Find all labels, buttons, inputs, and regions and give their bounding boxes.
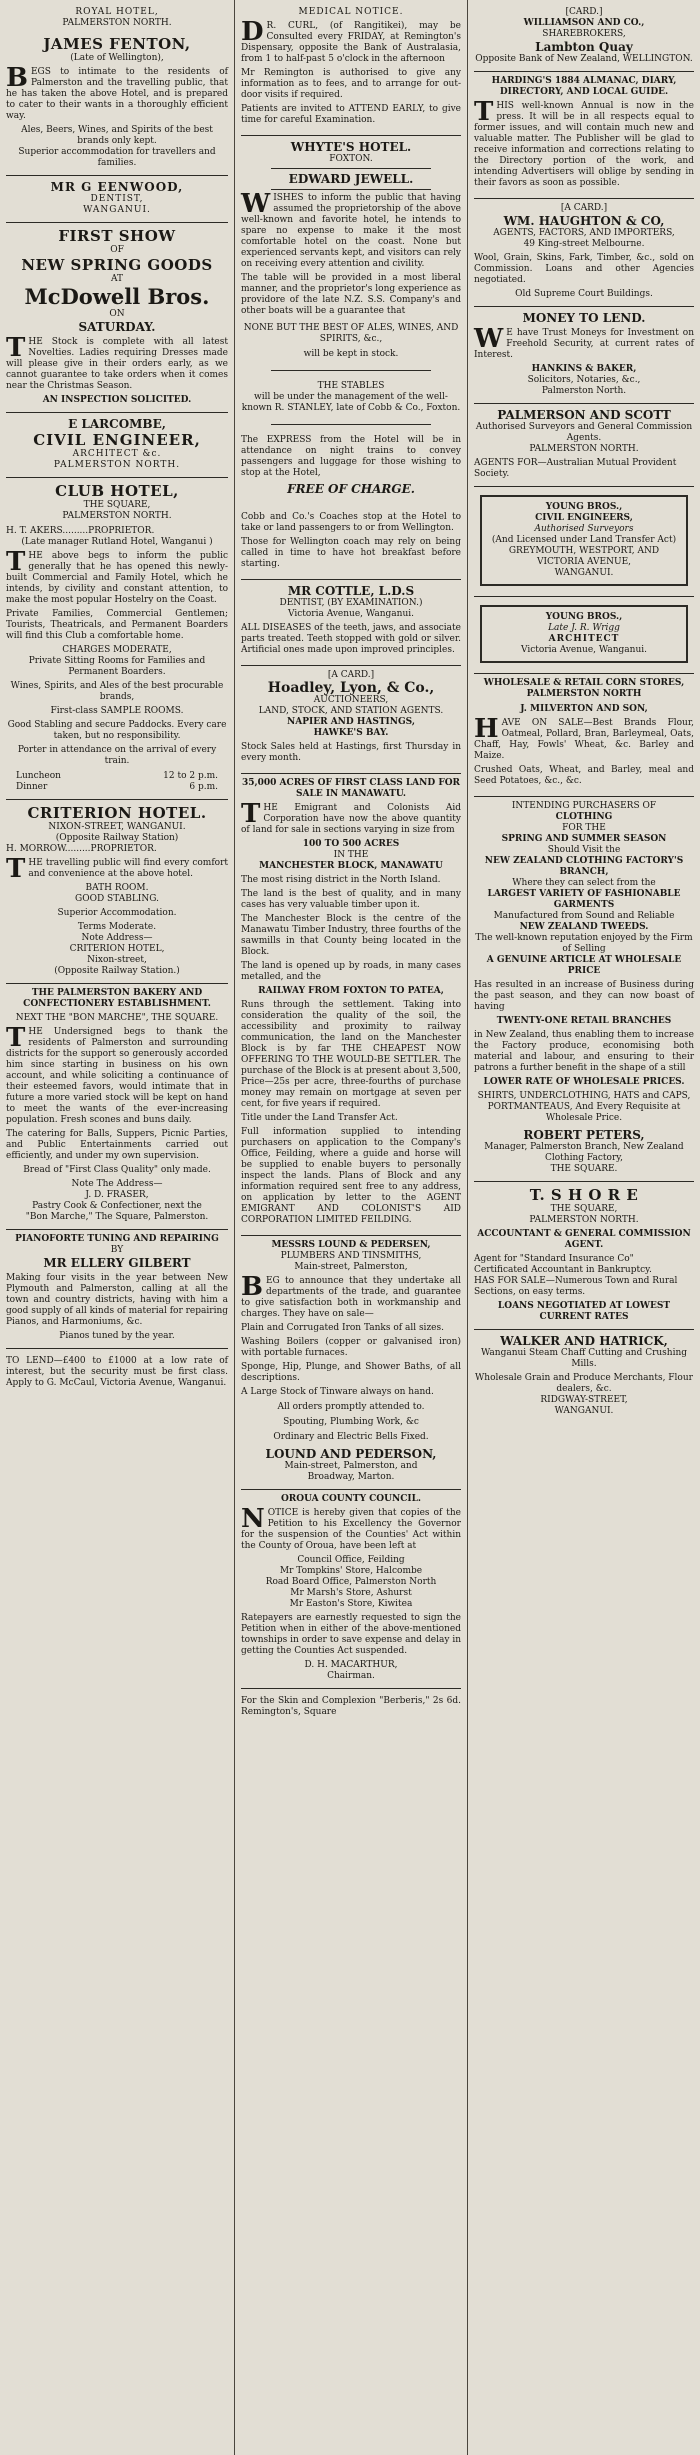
manawatu-in: IN THE bbox=[333, 850, 369, 860]
palmerston-scott-l1: Authorised Surveyors and General Commission Agents. bbox=[475, 422, 693, 443]
whyte-title: WHYTE'S HOTEL. bbox=[290, 140, 412, 154]
clothing-l7: LARGEST VARIETY OF FASHIONABLE GARMENTS bbox=[487, 889, 681, 910]
clothing-l5: Should Visit the bbox=[547, 845, 621, 855]
manawatu-body2: The most rising district in the North Island. bbox=[241, 875, 441, 885]
whyte-cobb: Cobb and Co.'s Coaches stop at the Hotel to take or land passengers to or from Wellington. bbox=[241, 512, 461, 533]
ad-young-2 bbox=[474, 597, 694, 674]
clothing-l8: Manufactured from Sound and Reliable bbox=[493, 911, 675, 921]
ad-hoadley bbox=[241, 666, 461, 774]
ad-royal-hotel bbox=[6, 3, 228, 176]
oroua-sig: D. H. MACARTHUR, bbox=[304, 1660, 398, 1670]
manawatu-acres: 100 TO 500 ACRES bbox=[302, 839, 400, 849]
ad-shore bbox=[474, 1182, 694, 1330]
ad-cottle bbox=[241, 580, 461, 666]
royal-hotel-body2: Ales, Beers, Wines, and Spirits of the best brands only kept. bbox=[21, 125, 213, 146]
hoadley-name: Hoadley, Lyon, & Co., bbox=[267, 680, 435, 696]
royal-hotel-proprietor: JAMES FENTON, bbox=[43, 35, 191, 53]
walker-name: WALKER AND HATRICK, bbox=[500, 1334, 668, 1348]
club-hotel-l2: PALMERSTON NORTH. bbox=[62, 511, 172, 521]
bakery-addr2: "Bon Marche," The Square, Palmerston. bbox=[25, 1212, 209, 1222]
criterion-addr4: (Opposite Railway Station.) bbox=[54, 966, 180, 976]
young1-l4: WANGANUI. bbox=[554, 568, 614, 578]
ad-piano bbox=[6, 1230, 228, 1349]
criterion-title: CRITERION HOTEL. bbox=[27, 804, 207, 822]
clothing-body2: in New Zealand, thus enabling them to increase the Factory produce, economising both material and labour, and ensuring to their patrons a further benefit in the shape of a still bbox=[474, 1030, 694, 1073]
harding-title: HARDING'S 1884 ALMANAC, DIARY, DIRECTORY, AND LOCAL GUIDE. bbox=[491, 76, 677, 97]
club-hotel-porter: Porter in attendance on the arrival of every train. bbox=[17, 745, 217, 766]
bakery-name: J. D. FRASER, bbox=[85, 1190, 149, 1200]
shore-l1: THE SQUARE, bbox=[550, 1204, 618, 1214]
walker-l2: Wholesale Grain and Produce Merchants, Flour dealers, &c. bbox=[475, 1373, 693, 1394]
young2-title: ARCHITECT bbox=[548, 634, 620, 644]
manawatu-dropcap: T bbox=[241, 799, 261, 829]
club-hotel-l1: THE SQUARE, bbox=[83, 500, 151, 510]
bakery-bread: Bread of "First Class Quality" only made. bbox=[23, 1165, 211, 1175]
larcombe-l2: ARCHITECT &c. bbox=[72, 449, 162, 459]
mcdowell-l4: AT bbox=[110, 274, 123, 284]
ad-harding bbox=[474, 72, 694, 199]
criterion-terms: Terms Moderate. bbox=[77, 922, 157, 932]
ad-young-1 bbox=[474, 487, 694, 597]
mcdowell-l5: ON bbox=[109, 309, 125, 319]
williamson-title: SHAREBROKERS, bbox=[542, 29, 626, 39]
ad-wholesale bbox=[474, 674, 694, 797]
lound-body: EG to announce that they undertake all departments of the trade, and guarantee to give satisfaction both in workmanship and charges. They have on sale— bbox=[241, 1276, 461, 1319]
ad-lound bbox=[241, 1236, 461, 1490]
royal-hotel-body3: Superior accommodation for travellers and families. bbox=[18, 147, 216, 168]
wholesale-place: PALMERSTON NORTH bbox=[526, 689, 642, 699]
ad-palmerston-scott bbox=[474, 404, 694, 487]
money-place: Palmerston North. bbox=[541, 386, 627, 396]
bakery-addr1: Pastry Cook & Confectioner, next the bbox=[32, 1201, 202, 1211]
whyte-free: FREE OF CHARGE. bbox=[287, 482, 415, 496]
palmerston-scott-l2: PALMERSTON NORTH. bbox=[529, 444, 639, 454]
berberis-body: For the Skin and Complexion "Berberis," 2s 6d. Remington's, Square bbox=[241, 1696, 461, 1717]
oroua-chair: Chairman. bbox=[327, 1671, 375, 1681]
clothing-name: NEW ZEALAND CLOTHING FACTORY'S BRANCH, bbox=[484, 856, 684, 877]
wholesale-name: J. MILVERTON AND SON, bbox=[520, 704, 648, 714]
young2-addr: Victoria Avenue, Wanganui. bbox=[521, 645, 647, 655]
oroua-body2: Ratepayers are earnestly requested to sign the Petition when in either of the above-mentioned townships in order to save expense and delay in getting the Counties Act suspended. bbox=[241, 1613, 461, 1656]
shore-l3: ACCOUNTANT & GENERAL COMMISSION AGENT. bbox=[477, 1229, 691, 1250]
whyte-body: ISHES to inform the public that having assumed the proprietorship of the above well-known and favorite hotel, he intends to spare no expense to make it the most comfortable hotel on the coast. None but experienced servants kept, and visitors can rely on receiving every attention and civility. bbox=[241, 193, 461, 269]
club-hotel-wines: Wines, Spirits, and Ales of the best procurable brands, bbox=[10, 681, 224, 702]
shore-l2: PALMERSTON NORTH. bbox=[529, 1215, 639, 1225]
piano-by: BY bbox=[110, 1245, 124, 1255]
ad-berberis bbox=[241, 1689, 461, 1727]
piano-name: MR ELLERY GILBERT bbox=[43, 1256, 191, 1270]
williamson-name: WILLIAMSON AND CO., bbox=[523, 18, 645, 28]
lound-orders: All orders promptly attended to. bbox=[277, 1402, 425, 1412]
lound-bells: Ordinary and Electric Bells Fixed. bbox=[273, 1432, 429, 1442]
mcdowell-footer: AN INSPECTION SOLICITED. bbox=[42, 395, 192, 405]
luncheon-label: Luncheon bbox=[16, 771, 61, 781]
haughton-body: Wool, Grain, Skins, Fark, Timber, &c., sold on Commission. Loans and other Agencies negotiated. bbox=[474, 253, 694, 285]
manawatu-body5: The land is opened up by roads, in many cases metalled, and the bbox=[241, 961, 461, 982]
whyte-stables: will be under the management of the well-known R. STANLEY, late of Cobb & Co., Foxton. bbox=[241, 392, 461, 413]
hoadley-body: Stock Sales held at Hastings, first Thursday in every month. bbox=[241, 742, 461, 763]
lound-title: MESSRS LOUND & PEDERSEN, bbox=[271, 1240, 431, 1250]
royal-hotel-late: (Late of Wellington), bbox=[70, 53, 164, 63]
piano-title: PIANOFORTE TUNING AND REPAIRING bbox=[15, 1234, 219, 1244]
oroua-title: OROUA COUNTY COUNCIL. bbox=[280, 1494, 422, 1504]
haughton-old: Old Supreme Court Buildings. bbox=[515, 289, 653, 299]
piano-footer: Pianos tuned by the year. bbox=[59, 1331, 175, 1341]
shore-l5: Certificated Accountant in Bankruptcy. bbox=[474, 1265, 652, 1275]
mcdowell-dropcap: T bbox=[6, 333, 26, 363]
haughton-name: WM. HAUGHTON & CO, bbox=[503, 214, 665, 228]
medical-body3: Patients are invited to ATTEND EARLY, to give time for careful Examination. bbox=[241, 104, 461, 125]
shore-l6: HAS FOR SALE—Numerous Town and Rural Sections, on easy terms. bbox=[474, 1276, 678, 1297]
harding-dropcap: T bbox=[474, 97, 494, 127]
young1-l1: (And Licensed under Land Transfer Act) bbox=[491, 535, 677, 545]
ad-williamson bbox=[474, 3, 694, 72]
oroua-l1: Council Office, Feilding bbox=[297, 1555, 405, 1565]
greenwood-name: MR G EENWOOD, bbox=[50, 180, 184, 194]
young1-title: CIVIL ENGINEERS, bbox=[535, 513, 633, 523]
greenwood-title: DENTIST, bbox=[90, 194, 144, 204]
ad-mcdowell bbox=[6, 223, 228, 413]
club-hotel-prop: H. T. AKERS.........PROPRIETOR. bbox=[6, 526, 155, 536]
piano-body: Making four visits in the year between New Plymouth and Palmerston, calling at all the town and country districts, having with him a good supply of all kinds of material for repairing Pianos, and Harmoniums, &c. bbox=[6, 1273, 228, 1327]
whyte-express: The EXPRESS from the Hotel will be in attendance on night trains to convey passengers and luggage for those wishing to stop at the Hotel, bbox=[241, 435, 461, 478]
cottle-title: DENTIST, (BY EXAMINATION.) bbox=[279, 598, 423, 608]
manawatu-title: 35,000 ACRES OF FIRST CLASS LAND FOR SALE IN MANAWATU. bbox=[241, 778, 461, 799]
column-1 bbox=[0, 0, 234, 2455]
medical-body: R. CURL, (of Rangitikei), may be Consulted every FRIDAY, at Remington's Dispensary, opposite the Bank of Australasia, from 1 to half-past 5 o'clock in the afternoon bbox=[241, 21, 461, 64]
clothing-l2: CLOTHING bbox=[555, 812, 613, 822]
lound-sub: PLUMBERS AND TINSMITHS, bbox=[280, 1251, 422, 1261]
lound-dropcap: B bbox=[241, 1272, 263, 1302]
manawatu-body: HE Emigrant and Colonists Aid Corporation have now the above quantity of land for sale in sections varying in size from bbox=[241, 803, 461, 835]
whyte-place: FOXTON. bbox=[329, 154, 373, 164]
hoadley-place: NAPIER AND HASTINGS, bbox=[287, 717, 415, 727]
mcdowell-body: HE Stock is complete with all latest Novelties. Ladies requiring Dresses made will please give in their orders early, as we cannot guarantee to take orders when it comes near the Christmas Season. bbox=[6, 337, 228, 391]
club-hotel-sample: First-class SAMPLE ROOMS. bbox=[50, 706, 184, 716]
young1-l2: GREYMOUTH, WESTPORT, AND bbox=[508, 546, 660, 556]
lound-item2: Washing Boilers (copper or galvanised iron) with portable furnaces. bbox=[241, 1337, 461, 1358]
club-hotel-late: (Late manager Rutland Hotel, Wanganui ) bbox=[21, 537, 213, 547]
ad-haughton bbox=[474, 199, 694, 307]
clothing-sig: ROBERT PETERS, bbox=[523, 1128, 645, 1142]
money-name: HANKINS & BAKER, bbox=[531, 364, 637, 374]
criterion-bath: BATH ROOM. bbox=[85, 883, 149, 893]
club-hotel-sitting: Private Sitting Rooms for Families and Permanent Boarders. bbox=[28, 656, 206, 677]
lound-addr2: Broadway, Marton. bbox=[307, 1472, 395, 1482]
mcdowell-l1: FIRST SHOW bbox=[58, 227, 176, 245]
club-hotel-body2: Private Families, Commercial Gentlemen; Tourists, Theatricals, and Permanent Boarders will find this Club a comfortable home. bbox=[6, 609, 228, 641]
bakery-next: NEXT THE "BON MARCHE", THE SQUARE. bbox=[15, 1013, 219, 1023]
oroua-l4: Mr Marsh's Store, Ashurst bbox=[290, 1588, 412, 1598]
larcombe-name: E LARCOMBE, bbox=[68, 417, 166, 431]
young2-sub: Late J. R. Wrigg bbox=[548, 623, 620, 633]
harding-body: HIS well-known Annual is now in the press. It will be in all respects equal to former issues, and will contain much new and valuable matter. The Publisher will be glad to receive information and corrections relating to the Directory portion of the work, and intending Advertisers will oblige by sending in their favors as soon as possible. bbox=[474, 101, 694, 188]
whyte-dropcap: W bbox=[241, 189, 271, 219]
oroua-dropcap: N bbox=[241, 1504, 265, 1534]
young2-name: YOUNG BROS., bbox=[545, 612, 623, 622]
dinner-label: Dinner bbox=[16, 782, 48, 792]
royal-hotel-title: ROYAL HOTEL, bbox=[75, 7, 159, 17]
mcdowell-l3: NEW SPRING GOODS bbox=[21, 256, 213, 274]
royal-hotel-body: EGS to intimate to the residents of Palmerston and the travelling public, that he has taken the above Hotel, and is prepared to cater to their wants in a thoroughly efficient way. bbox=[6, 67, 228, 121]
whyte-those: Those for Wellington coach may rely on being called in time to have hot breakfast before starting. bbox=[241, 537, 461, 569]
young1-name: YOUNG BROS., bbox=[545, 502, 623, 512]
lound-name: LOUND AND PEDERSON, bbox=[265, 1447, 437, 1461]
club-hotel-body: HE above begs to inform the public generally that he has opened this newly-built Commercial and Family Hotel, which he intends, by civility and constant attention, to make the most popular Hostelry on the Coast. bbox=[6, 551, 228, 605]
column-2 bbox=[234, 0, 467, 2455]
criterion-superior: Superior Accommodation. bbox=[57, 908, 177, 918]
ad-club-hotel bbox=[6, 478, 228, 800]
young2-box bbox=[480, 605, 688, 663]
shore-l7: LOANS NEGOTIATED AT LOWEST CURRENT RATES bbox=[497, 1301, 671, 1322]
young1-l3: VICTORIA AVENUE, bbox=[536, 557, 632, 567]
criterion-body: HE travelling public will find every comfort and convenience at the above hotel. bbox=[28, 858, 228, 879]
williamson-place: Lambton Quay bbox=[535, 40, 633, 54]
bakery-note: Note The Address— bbox=[71, 1179, 163, 1189]
manawatu-body3: The land is the best of quality, and in many cases has very valuable timber upon it. bbox=[241, 889, 461, 910]
palmerston-scott-l3: AGENTS FOR—Australian Mutual Provident Society. bbox=[474, 458, 677, 479]
ad-money bbox=[474, 307, 694, 404]
clothing-l1: INTENDING PURCHASERS OF bbox=[511, 801, 657, 811]
oroua-l2: Mr Tompkins' Store, Halcombe bbox=[279, 1566, 423, 1576]
hoadley-card: [A CARD.] bbox=[327, 670, 375, 680]
ad-larcombe bbox=[6, 413, 228, 478]
manawatu-body6: Runs through the settlement. Taking into consideration the quality of the soil, the accessibility and proximity to railway communication, the land on the Manchester Block is by far THE CHEAPEST NOW OFFERING TO THE WOULD-BE SETTLER. The purchase of the Block is at present about 3,500, Price—25s per acre, three-fourths of purchase money may remain on mortgage at seven per cent, for five years if required. bbox=[241, 1000, 461, 1109]
manawatu-body7: Title under the Land Transfer Act. bbox=[241, 1113, 398, 1123]
wholesale-body: AVE ON SALE—Best Brands Flour, Oatmeal, Pollard, Bran, Barleymeal, Oats, Chaff, Hay, Fowls' Wheat, &c. Barley and Maize. bbox=[474, 718, 694, 761]
criterion-dropcap: T bbox=[6, 854, 26, 884]
ad-greenwood bbox=[6, 176, 228, 223]
cottle-body: ALL DISEASES of the teeth, jaws, and associate parts treated. Teeth stopped with gold or silver. Artificial ones made upon improved principles. bbox=[241, 623, 461, 655]
money-dropcap: W bbox=[474, 324, 504, 354]
clothing-sig3: THE SQUARE. bbox=[550, 1164, 618, 1174]
clothing-l13: LOWER RATE OF WHOLESALE PRICES. bbox=[483, 1077, 685, 1087]
young1-sub: Authorised Surveyors bbox=[534, 524, 634, 534]
clothing-l4: SPRING AND SUMMER SEASON bbox=[501, 834, 667, 844]
clothing-l14: SHIRTS, UNDERCLOTHING, HATS and CAPS, PORTMANTEAUS, And Every Requisite at Wholesale Price. bbox=[477, 1091, 691, 1123]
lound-spouting: Spouting, Plumbing Work, &c bbox=[283, 1417, 419, 1427]
money-sub: Solicitors, Notaries, &c., bbox=[527, 375, 641, 385]
hoadley-sub: LAND, STOCK, AND STATION AGENTS. bbox=[258, 706, 444, 716]
walker-l4: WANGANUI. bbox=[554, 1406, 614, 1416]
williamson-addr: Opposite Bank of New Zealand, WELLINGTON. bbox=[475, 54, 693, 64]
club-hotel-title: CLUB HOTEL, bbox=[55, 482, 179, 500]
club-hotel-stabling: Good Stabling and secure Paddocks. Every care taken, but no responsibility. bbox=[7, 720, 227, 741]
manawatu-body8: Full information supplied to intending purchasers on application to the Company's Office, Feilding, where a guide and horse will be supplied to enable buyers to personally inspect the lands. Plans of Block and any information required sent free to any address, on application by letter to the AGENT EMIGRANT AND COLONIST'S AID CORPORATION LIMITED FEILDING. bbox=[241, 1127, 461, 1225]
walker-l3: RIDGWAY-STREET, bbox=[540, 1395, 628, 1405]
criterion-addr3: Nixon-street, bbox=[87, 955, 147, 965]
wholesale-dropcap: H bbox=[474, 714, 499, 744]
oroua-l3: Road Board Office, Palmerston North bbox=[265, 1577, 437, 1587]
lound-addr1: Main-street, Palmerston, and bbox=[284, 1461, 418, 1471]
hoadley-title: AUCTIONEERS, bbox=[313, 695, 389, 705]
clothing-l11: A GENUINE ARTICLE AT WHOLESALE PRICE bbox=[486, 955, 682, 976]
shore-name: T. S H O R E bbox=[529, 1186, 639, 1204]
ad-manawatu bbox=[241, 774, 461, 1236]
palmerston-scott-title: PALMERSON AND SCOTT bbox=[497, 408, 671, 422]
wholesale-body2: Crushed Oats, Wheat, and Barley, meal and Seed Potatoes, &c., &c. bbox=[474, 765, 694, 786]
whyte-name: EDWARD JEWELL. bbox=[288, 172, 414, 186]
mcdowell-l6: SATURDAY. bbox=[78, 320, 156, 334]
wholesale-title: WHOLESALE & RETAIL CORN STORES, bbox=[483, 678, 685, 688]
larcombe-l1: CIVIL ENGINEER, bbox=[33, 431, 201, 449]
clothing-sig2: Manager, Palmerston Branch, New Zealand Clothing Factory, bbox=[484, 1142, 684, 1163]
lound-item4: A Large Stock of Tinware always on hand. bbox=[241, 1387, 434, 1397]
whyte-body2: The table will be provided in a most liberal manner, and the proprietor's long experience as providore of the late N.Z. S.S. Company's and other boats will be a guarantee that bbox=[241, 273, 461, 316]
bakery-body: HE Undersigned begs to thank the residents of Palmerston and surrounding districts for the support so generously accorded him since starting in business on his own account, and while soliciting a continuance of their esteemed favors, would intimate that in future a more varied stock will be kept on hand to meet the wants of the ever-increasing population. Fresh scones and buns daily. bbox=[6, 1027, 228, 1125]
bakery-title: THE PALMERSTON BAKERY AND CONFECTIONERY ESTABLISHMENT. bbox=[23, 988, 211, 1009]
medical-dropcap: D bbox=[241, 17, 264, 47]
medical-body2: Mr Remington is authorised to give any information as to fees, and to arrange for out-door visits if required. bbox=[241, 68, 461, 100]
criterion-addr2: CRITERION HOTEL, bbox=[69, 944, 165, 954]
criterion-prop: H. MORROW.........PROPRIETOR. bbox=[6, 844, 157, 854]
oroua-body: OTICE is hereby given that copies of the Petition to his Excellency the Governor for the suspension of the Counties' Act within the County of Oroua, have been left at bbox=[241, 1508, 461, 1551]
williamson-card: [CARD.] bbox=[565, 7, 603, 17]
greenwood-place: WANGANUI. bbox=[83, 205, 151, 215]
clothing-l3: FOR THE bbox=[562, 823, 606, 833]
clothing-l6: Where they can select from the bbox=[512, 878, 656, 888]
mcdowell-l2: OF bbox=[110, 245, 124, 255]
bakery-dropcap: T bbox=[6, 1023, 26, 1053]
lound-item3: Sponge, Hip, Plunge, and Shower Baths, of all descriptions. bbox=[241, 1362, 461, 1383]
manawatu-railway: RAILWAY FROM FOXTON TO PATEA, bbox=[258, 986, 444, 996]
criterion-addr1: Note Address— bbox=[81, 933, 153, 943]
clothing-l9: NEW ZEALAND TWEEDS. bbox=[519, 922, 649, 932]
clothing-l10: The well-known reputation enjoyed by the Firm of Selling bbox=[475, 933, 693, 954]
manawatu-block: MANCHESTER BLOCK, MANAWATU bbox=[259, 861, 443, 871]
lound-place: Main-street, Palmerston, bbox=[294, 1262, 408, 1272]
haughton-addr: 49 King-street Melbourne. bbox=[523, 239, 645, 249]
ad-criterion bbox=[6, 800, 228, 984]
royal-hotel-dropcap: B bbox=[6, 63, 28, 93]
dinner-time: 6 p.m. bbox=[189, 782, 218, 792]
column-3 bbox=[467, 0, 700, 2455]
club-hotel-charges: CHARGES MODERATE, bbox=[62, 645, 172, 655]
ad-walker bbox=[474, 1330, 694, 1423]
hoadley-bay: HAWKE'S BAY. bbox=[313, 728, 389, 738]
oroua-l5: Mr Easton's Store, Kiwitea bbox=[289, 1599, 413, 1609]
lend-body: TO LEND—£400 to £1000 at a low rate of interest, but the security must be first class. Apply to G. McCaul, Victoria Avenue, Wanganui. bbox=[6, 1356, 228, 1388]
luncheon-time: 12 to 2 p.m. bbox=[163, 771, 218, 781]
young1-box bbox=[480, 495, 688, 586]
haughton-card: [A CARD.] bbox=[560, 203, 608, 213]
money-body: E have Trust Moneys for Investment on Freehold Security, at current rates of Interest. bbox=[474, 328, 694, 360]
club-hotel-dropcap: T bbox=[6, 547, 26, 577]
larcombe-l3: PALMERSTON NORTH. bbox=[53, 460, 181, 470]
whyte-none: NONE BUT THE BEST OF ALES, WINES, AND SPIRITS, &c., bbox=[243, 323, 459, 344]
whyte-stables-title: THE STABLES bbox=[317, 381, 385, 391]
clothing-l12: TWENTY-ONE RETAIL BRANCHES bbox=[496, 1016, 672, 1026]
whyte-kept: will be kept in stock. bbox=[303, 349, 399, 359]
mcdowell-name: McDowell Bros. bbox=[24, 284, 210, 309]
ad-medical bbox=[241, 3, 461, 136]
manawatu-body4: The Manchester Block is the centre of the Manawatu Timber Industry, three fourths of the sawmills in that County being located in the Block. bbox=[241, 914, 461, 957]
medical-title: MEDICAL NOTICE. bbox=[298, 7, 404, 17]
ad-oroua bbox=[241, 1490, 461, 1689]
walker-l1: Wanganui Steam Chaff Cutting and Crushing Mills. bbox=[480, 1348, 688, 1369]
cottle-name: MR COTTLE, L.D.S bbox=[287, 584, 415, 598]
ad-whyte bbox=[241, 136, 461, 580]
ad-clothing bbox=[474, 797, 694, 1182]
ad-lend bbox=[6, 1349, 228, 1398]
criterion-l2: (Opposite Railway Station) bbox=[55, 833, 179, 843]
clothing-body: Has resulted in an increase of Business during the past season, and they can now boast of having bbox=[474, 980, 694, 1012]
shore-l4: Agent for "Standard Insurance Co" bbox=[474, 1254, 634, 1264]
royal-hotel-place: PALMERSTON NORTH. bbox=[62, 18, 172, 28]
money-title: MONEY TO LEND. bbox=[522, 311, 646, 325]
criterion-l1: NIXON-STREET, WANGANUI. bbox=[48, 822, 186, 832]
ad-bakery bbox=[6, 984, 228, 1230]
haughton-title: AGENTS, FACTORS, AND IMPORTERS, bbox=[493, 228, 675, 238]
lound-item1: Plain and Corrugated Iron Tanks of all sizes. bbox=[241, 1323, 444, 1333]
criterion-stabling: GOOD STABLING. bbox=[75, 894, 159, 904]
bakery-body2: The catering for Balls, Suppers, Picnic Parties, and Public Entertainments carried out efficiently, and under my own supervision. bbox=[6, 1129, 228, 1161]
cottle-addr: Victoria Avenue, Wanganui. bbox=[288, 609, 414, 619]
